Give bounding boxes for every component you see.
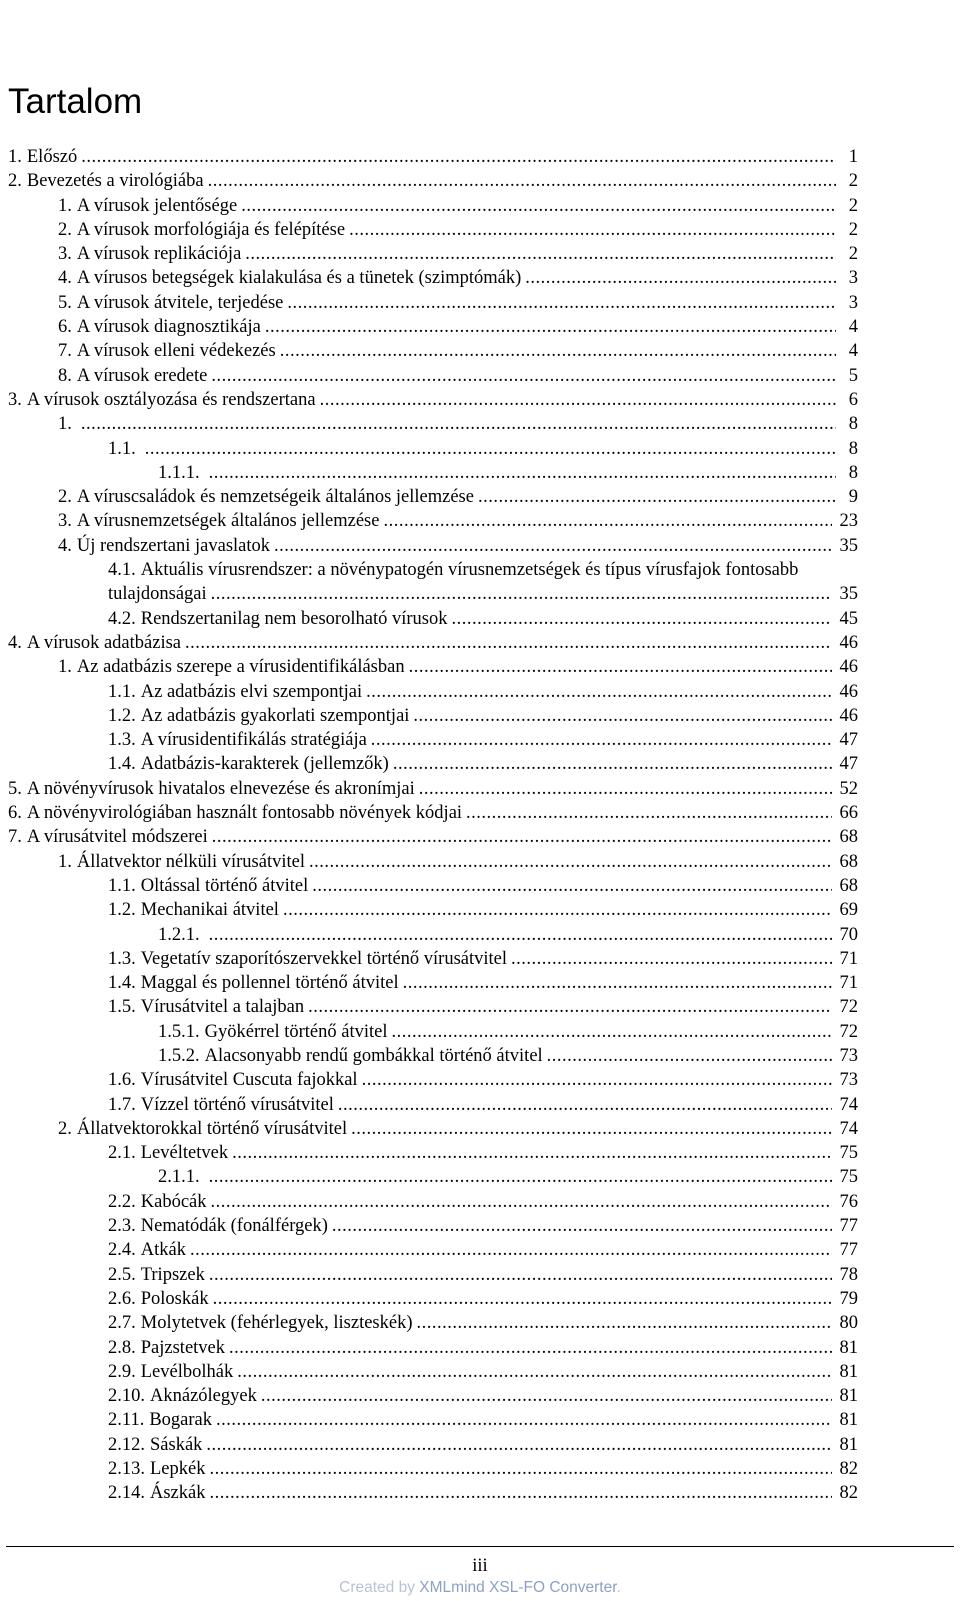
toc-dot-leader — [211, 582, 832, 606]
toc-entry-number: 1.7. — [108, 1094, 136, 1115]
watermark-suffix: . — [616, 1579, 621, 1596]
toc-entry-page: 66 — [839, 803, 858, 824]
toc-entry-page: 8 — [848, 438, 858, 459]
toc-entry-page: 79 — [839, 1288, 858, 1309]
toc-entry-number: 1. — [58, 851, 72, 872]
toc-entry-number: 1.2. — [108, 705, 136, 726]
toc-entry[interactable] — [8, 218, 858, 242]
toc-entry[interactable] — [8, 1457, 858, 1481]
toc-entry-number: 1.1.1. — [158, 462, 200, 483]
toc-dot-leader — [209, 923, 832, 947]
toc-entry[interactable] — [8, 1190, 858, 1214]
toc-entry-number: 4.1. — [108, 560, 136, 581]
toc-entry-number: 4. — [8, 632, 22, 653]
toc-entry-page: 71 — [839, 973, 858, 994]
toc-dot-leader — [185, 631, 832, 655]
toc-dot-leader — [209, 461, 836, 485]
toc-entry-number: 8. — [58, 365, 72, 386]
toc-entry[interactable] — [8, 995, 858, 1019]
toc-entry[interactable] — [8, 704, 858, 728]
toc-entry-page: 78 — [839, 1264, 858, 1285]
toc-entry[interactable] — [8, 825, 858, 849]
toc-entry[interactable] — [8, 631, 858, 655]
toc-entry-page: 80 — [839, 1313, 858, 1334]
toc-entry-page: 77 — [839, 1240, 858, 1261]
toc-entry[interactable] — [8, 437, 858, 461]
toc-dot-leader — [232, 1141, 831, 1165]
toc-dot-leader — [209, 1263, 832, 1287]
toc-entry-page: 74 — [839, 1094, 858, 1115]
toc-entry[interactable] — [8, 1020, 858, 1044]
toc-entry-page: 8 — [848, 414, 858, 435]
toc-entry-title: Vízzel történő vírusátvitel — [140, 1094, 334, 1115]
toc-entry-number: 2.2. — [108, 1191, 136, 1212]
toc-entry-title: Lepkék — [150, 1459, 206, 1480]
toc-entry-title: Alacsonyabb rendű gombákkal történő átvitel — [204, 1045, 543, 1066]
toc-entry[interactable] — [8, 1433, 858, 1457]
toc-entry-page: 46 — [839, 681, 858, 702]
toc-entry-page: 73 — [839, 1045, 858, 1066]
toc-entry-page: 9 — [848, 487, 858, 508]
toc-dot-leader — [241, 194, 836, 218]
toc-entry-number: 1.2.1. — [158, 924, 200, 945]
watermark-product: XMLmind XSL-FO Converter — [419, 1579, 617, 1596]
toc-entry[interactable] — [8, 315, 858, 339]
toc-entry-title: Kabócák — [140, 1191, 207, 1212]
toc-entry-number: 1. — [58, 414, 72, 435]
toc-dot-leader — [413, 704, 831, 728]
toc-entry-number: 3. — [58, 244, 72, 265]
toc-entry[interactable] — [8, 801, 858, 825]
toc-entry[interactable] — [8, 364, 858, 388]
toc-entry-number: 6. — [8, 803, 22, 824]
toc-entry-title: A víruscsaládok és nemzetségeik általános jellemzése — [76, 487, 474, 508]
toc-entry-page: 74 — [839, 1118, 858, 1139]
toc-entry[interactable] — [8, 1068, 858, 1092]
toc-entry-title: A vírusok morfológiája és felépítése — [76, 219, 346, 240]
toc-entry[interactable] — [8, 777, 858, 801]
toc-dot-leader — [409, 655, 832, 679]
toc-entry[interactable] — [8, 558, 858, 607]
toc-dot-leader — [211, 1190, 832, 1214]
toc-dot-leader — [309, 850, 832, 874]
toc-entry-page: 35 — [839, 584, 858, 605]
toc-entry-number: 2.4. — [108, 1240, 136, 1261]
toc-dot-leader — [417, 1311, 832, 1335]
toc-entry-title: A vírusok jelentősége — [76, 195, 238, 216]
toc-dot-leader — [81, 412, 836, 436]
toc-entry-page: 82 — [839, 1483, 858, 1504]
toc-entry-number: 3. — [8, 389, 22, 410]
toc-entry[interactable] — [8, 534, 858, 558]
toc-entry[interactable] — [8, 1141, 858, 1165]
toc-entry[interactable] — [8, 1408, 858, 1432]
toc-dot-leader — [212, 825, 832, 849]
toc-entry-number: 1.1. — [108, 681, 136, 702]
toc-entry-page: 8 — [848, 462, 858, 483]
toc-entry[interactable] — [8, 339, 858, 363]
toc-entry-title: Vegetatív szaporítószervekkel történő vírusátvitel — [140, 948, 508, 969]
toc-entry-title: A vírusos betegségek kialakulása és a tünetek (szimptómák) — [76, 268, 522, 289]
toc-entry[interactable] — [8, 1360, 858, 1384]
toc-entry-title: Mechanikai átvitel — [140, 900, 279, 921]
toc-entry-page: 72 — [839, 997, 858, 1018]
toc-dot-leader — [145, 437, 836, 461]
toc-entry-title-continued: tulajdonságai — [108, 584, 207, 605]
toc-dot-leader — [237, 1360, 831, 1384]
table-of-contents — [8, 145, 858, 1506]
toc-entry-number: 2.5. — [108, 1264, 136, 1285]
toc-entry-number: 1.1. — [108, 875, 136, 896]
toc-entry[interactable] — [8, 1214, 858, 1238]
toc-dot-leader — [466, 801, 831, 825]
toc-entry-page: 52 — [839, 778, 858, 799]
toc-entry-number: 4. — [58, 535, 72, 556]
toc-entry-number: 7. — [8, 827, 22, 848]
toc-entry-title: Rendszertanilag nem besorolható vírusok — [140, 608, 448, 629]
toc-entry-number: 2.9. — [108, 1361, 136, 1382]
toc-entry-number: 2.10. — [108, 1386, 145, 1407]
toc-entry-title: Levélbolhák — [140, 1361, 234, 1382]
toc-dot-leader — [525, 266, 836, 290]
toc-entry[interactable] — [8, 655, 858, 679]
toc-entry-page: 4 — [848, 317, 858, 338]
toc-entry-title: A vírusidentifikálás stratégiája — [140, 730, 367, 751]
toc-entry-number: 1.4. — [108, 754, 136, 775]
toc-entry-number: 2. — [58, 1118, 72, 1139]
toc-entry-page: 68 — [839, 851, 858, 872]
toc-entry-page: 77 — [839, 1216, 858, 1237]
toc-entry-number: 4.2. — [108, 608, 136, 629]
toc-dot-leader — [383, 509, 831, 533]
toc-entry[interactable] — [8, 1117, 858, 1141]
toc-entry-title: A vírusok replikációja — [76, 244, 242, 265]
toc-entry-page: 81 — [839, 1410, 858, 1431]
toc-entry[interactable] — [8, 1044, 858, 1068]
toc-entry-number: 1.1. — [108, 438, 136, 459]
toc-entry[interactable] — [8, 1093, 858, 1117]
toc-entry-number: 1. — [58, 657, 72, 678]
toc-entry-number: 2.8. — [108, 1337, 136, 1358]
toc-entry[interactable] — [8, 169, 858, 193]
toc-dot-leader — [547, 1044, 832, 1068]
toc-dot-leader — [478, 485, 836, 509]
toc-dot-leader — [211, 364, 836, 388]
toc-entry[interactable] — [8, 145, 858, 169]
toc-entry-page: 6 — [848, 389, 858, 410]
toc-dot-leader — [320, 388, 836, 412]
footer-page-number: iii — [472, 1556, 488, 1576]
toc-entry-page: 70 — [839, 924, 858, 945]
toc-entry-page: 73 — [839, 1070, 858, 1091]
toc-entry-number: 3. — [58, 511, 72, 532]
toc-entry-page: 4 — [848, 341, 858, 362]
toc-dot-leader — [393, 752, 832, 776]
toc-entry-title: Vírusátvitel Cuscuta fajokkal — [140, 1070, 358, 1091]
toc-dot-leader — [287, 291, 836, 315]
toc-entry[interactable] — [8, 850, 858, 874]
toc-entry-number: 5. — [8, 778, 22, 799]
toc-entry-number: 1.5. — [108, 997, 136, 1018]
toc-entry-number: 5. — [58, 292, 72, 313]
toc-entry-page: 82 — [839, 1459, 858, 1480]
toc-entry[interactable] — [8, 1263, 858, 1287]
toc-entry-page: 76 — [839, 1191, 858, 1212]
watermark-prefix: Created by — [339, 1579, 415, 1596]
toc-entry[interactable] — [8, 1311, 858, 1335]
toc-entry-number: 2.11. — [108, 1410, 145, 1431]
footer-divider — [6, 1546, 954, 1547]
toc-entry-page: 23 — [839, 511, 858, 532]
toc-dot-leader — [81, 145, 836, 169]
toc-entry[interactable] — [8, 1481, 858, 1505]
toc-entry[interactable] — [8, 947, 858, 971]
page-title: Tartalom — [8, 82, 143, 121]
toc-entry[interactable] — [8, 752, 858, 776]
toc-dot-leader — [206, 1433, 831, 1457]
toc-entry-title: A vírusok adatbázisa — [26, 632, 181, 653]
toc-dot-leader — [280, 339, 836, 363]
toc-entry-page: 45 — [839, 608, 858, 629]
toc-dot-leader — [209, 1457, 831, 1481]
toc-entry[interactable] — [8, 1384, 858, 1408]
toc-entry-title: Vírusátvitel a talajban — [140, 997, 305, 1018]
toc-entry-title: Maggal és pollennel történő átvitel — [140, 973, 399, 994]
toc-entry[interactable] — [8, 242, 858, 266]
toc-entry-page: 81 — [839, 1361, 858, 1382]
toc-entry-page: 75 — [839, 1143, 858, 1164]
toc-dot-leader — [312, 874, 831, 898]
toc-entry-number: 2.13. — [108, 1459, 145, 1480]
toc-entry-title: Aktuális vírusrendszer: a növénypatogén vírusnemzetségek és típus vírusfajok fontosabb — [140, 560, 799, 581]
toc-dot-leader — [190, 1238, 832, 1262]
toc-entry-title: Állatvektorokkal történő vírusátvitel — [76, 1118, 348, 1139]
toc-entry-page: 81 — [839, 1337, 858, 1358]
toc-entry-title: Nematódák (fonálférgek) — [140, 1216, 328, 1237]
toc-entry-title: Molytetvek (fehérlegyek, liszteskék) — [140, 1313, 413, 1334]
toc-entry[interactable] — [8, 194, 858, 218]
toc-entry-title: Az adatbázis szerepe a vírusidentifikálásban — [76, 657, 405, 678]
toc-entry-number: 1. — [58, 195, 72, 216]
toc-entry-title: Új rendszertani javaslatok — [76, 535, 271, 556]
toc-entry-title: Állatvektor nélküli vírusátvitel — [76, 851, 305, 872]
toc-entry-number: 1.5.2. — [158, 1045, 200, 1066]
toc-entry-page: 3 — [848, 292, 858, 313]
toc-entry-page: 2 — [848, 171, 858, 192]
toc-entry-page: 1 — [848, 147, 858, 167]
toc-entry[interactable] — [8, 874, 858, 898]
toc-entry-title: Sáskák — [150, 1434, 203, 1455]
toc-entry[interactable] — [8, 388, 858, 412]
toc-dot-leader — [216, 1408, 831, 1432]
toc-dot-leader — [403, 971, 832, 995]
toc-entry-page: 46 — [839, 657, 858, 678]
toc-entry-title: A növényvírusok hivatalos elnevezése és akronímjai — [26, 778, 415, 799]
toc-entry[interactable] — [8, 291, 858, 315]
toc-entry[interactable] — [8, 680, 858, 704]
toc-entry-title: A vírusnemzetségek általános jellemzése — [76, 511, 380, 532]
toc-entry-page: 2 — [848, 195, 858, 216]
toc-entry-number: 1.4. — [108, 973, 136, 994]
toc-entry-page: 75 — [839, 1167, 858, 1188]
toc-entry-title: Aknázólegyek — [150, 1386, 257, 1407]
toc-entry-number: 1.5.1. — [158, 1021, 200, 1042]
toc-entry-page: 68 — [839, 827, 858, 848]
toc-entry-page: 81 — [839, 1434, 858, 1455]
toc-entry-title: A vírusok eredete — [76, 365, 208, 386]
toc-entry-title: Tripszek — [140, 1264, 205, 1285]
toc-entry-number: 1.6. — [108, 1070, 136, 1091]
toc-entry-number: 2.12. — [108, 1434, 145, 1455]
toc-entry-line — [108, 582, 858, 606]
toc-entry-number: 2. — [8, 171, 22, 192]
toc-dot-leader — [362, 1068, 832, 1092]
toc-entry-number: 2.1. — [108, 1143, 136, 1164]
toc-entry-number: 2.1.1. — [158, 1167, 200, 1188]
toc-dot-leader — [209, 1165, 832, 1189]
toc-dot-leader — [392, 1020, 832, 1044]
toc-entry-number: 1.3. — [108, 948, 136, 969]
toc-dot-leader — [338, 1093, 832, 1117]
toc-entry-number: 1.3. — [108, 730, 136, 751]
toc-dot-leader — [351, 1117, 831, 1141]
toc-dot-leader — [283, 898, 832, 922]
toc-entry[interactable] — [8, 728, 858, 752]
toc-entry-page: 81 — [839, 1386, 858, 1407]
toc-entry-number: 1.2. — [108, 900, 136, 921]
toc-entry-number: 6. — [58, 317, 72, 338]
toc-entry[interactable] — [8, 461, 858, 485]
toc-entry-title: A vírusok átvitele, terjedése — [76, 292, 284, 313]
toc-dot-leader — [371, 728, 832, 752]
toc-entry-title: Pajzstetvek — [140, 1337, 226, 1358]
toc-entry-title: A vírusok elleni védekezés — [76, 341, 276, 362]
toc-entry[interactable] — [8, 971, 858, 995]
toc-entry-number: 2.3. — [108, 1216, 136, 1237]
toc-entry-page: 46 — [839, 705, 858, 726]
toc-entry-title: Bogarak — [149, 1410, 213, 1431]
toc-entry[interactable] — [8, 898, 858, 922]
toc-dot-leader — [511, 947, 831, 971]
toc-entry-title: Előszó — [26, 147, 78, 167]
toc-entry-page: 3 — [848, 268, 858, 289]
toc-entry-page: 2 — [848, 219, 858, 240]
toc-entry[interactable] — [8, 1238, 858, 1262]
toc-dot-leader — [419, 777, 832, 801]
toc-entry-title: Oltással történő átvitel — [140, 875, 309, 896]
toc-entry-number: 2. — [58, 219, 72, 240]
toc-entry-page: 68 — [839, 875, 858, 896]
toc-dot-leader — [274, 534, 831, 558]
toc-entry-number: 7. — [58, 341, 72, 362]
toc-dot-leader — [366, 680, 831, 704]
toc-entry-number: 4. — [58, 268, 72, 289]
toc-entry-number: 2. — [58, 487, 72, 508]
toc-entry[interactable] — [8, 1287, 858, 1311]
toc-entry[interactable] — [8, 923, 858, 947]
toc-dot-leader — [208, 169, 836, 193]
toc-entry[interactable] — [8, 1165, 858, 1189]
toc-entry-title: A növényvirológiában használt fontosabb növények kódjai — [26, 803, 463, 824]
toc-entry-title: Levéltetvek — [140, 1143, 229, 1164]
toc-entry-number: 2.6. — [108, 1288, 136, 1309]
toc-dot-leader — [308, 995, 831, 1019]
toc-dot-leader — [349, 218, 836, 242]
toc-entry-page: 46 — [839, 632, 858, 653]
toc-entry[interactable] — [8, 412, 858, 436]
toc-entry-number: 1. — [8, 147, 22, 167]
toc-entry[interactable] — [8, 266, 858, 290]
toc-entry-page: 71 — [839, 948, 858, 969]
converter-watermark — [0, 1578, 960, 1598]
toc-entry-page: 35 — [839, 535, 858, 556]
toc-dot-leader — [245, 242, 836, 266]
toc-entry-page: 47 — [839, 754, 858, 775]
toc-entry-number: 2.14. — [108, 1483, 145, 1504]
toc-entry-page: 47 — [839, 730, 858, 751]
toc-entry-title: Az adatbázis gyakorlati szempontjai — [140, 705, 410, 726]
toc-entry[interactable] — [8, 607, 858, 631]
toc-dot-leader — [209, 1481, 831, 1505]
toc-entry-title: A vírusok osztályozása és rendszertana — [26, 389, 316, 410]
toc-entry-page: 2 — [848, 244, 858, 265]
toc-entry[interactable] — [8, 509, 858, 533]
toc-entry-title: Ászkák — [150, 1483, 206, 1504]
toc-entry-page: 72 — [839, 1021, 858, 1042]
toc-entry-page: 69 — [839, 900, 858, 921]
toc-dot-leader — [332, 1214, 832, 1238]
toc-dot-leader — [229, 1336, 831, 1360]
toc-entry[interactable] — [8, 1336, 858, 1360]
toc-entry-number: 2.7. — [108, 1313, 136, 1334]
toc-entry-title: Az adatbázis elvi szempontjai — [140, 681, 363, 702]
toc-dot-leader — [265, 315, 836, 339]
toc-dot-leader — [451, 607, 831, 631]
toc-entry-title: Bevezetés a virológiába — [26, 171, 204, 192]
toc-dot-leader — [261, 1384, 832, 1408]
toc-entry-title: A vírusátvitel módszerei — [26, 827, 208, 848]
toc-entry-title: A vírusok diagnosztikája — [76, 317, 261, 338]
toc-entry-page: 5 — [848, 365, 858, 386]
toc-entry-title: Adatbázis-karakterek (jellemzők) — [140, 754, 389, 775]
toc-entry-title: Gyökérrel történő átvitel — [204, 1021, 388, 1042]
toc-entry-title: Poloskák — [140, 1288, 209, 1309]
toc-entry[interactable] — [8, 485, 858, 509]
toc-entry-title: Atkák — [140, 1240, 186, 1261]
toc-dot-leader — [213, 1287, 832, 1311]
toc-entry-line — [108, 558, 858, 582]
